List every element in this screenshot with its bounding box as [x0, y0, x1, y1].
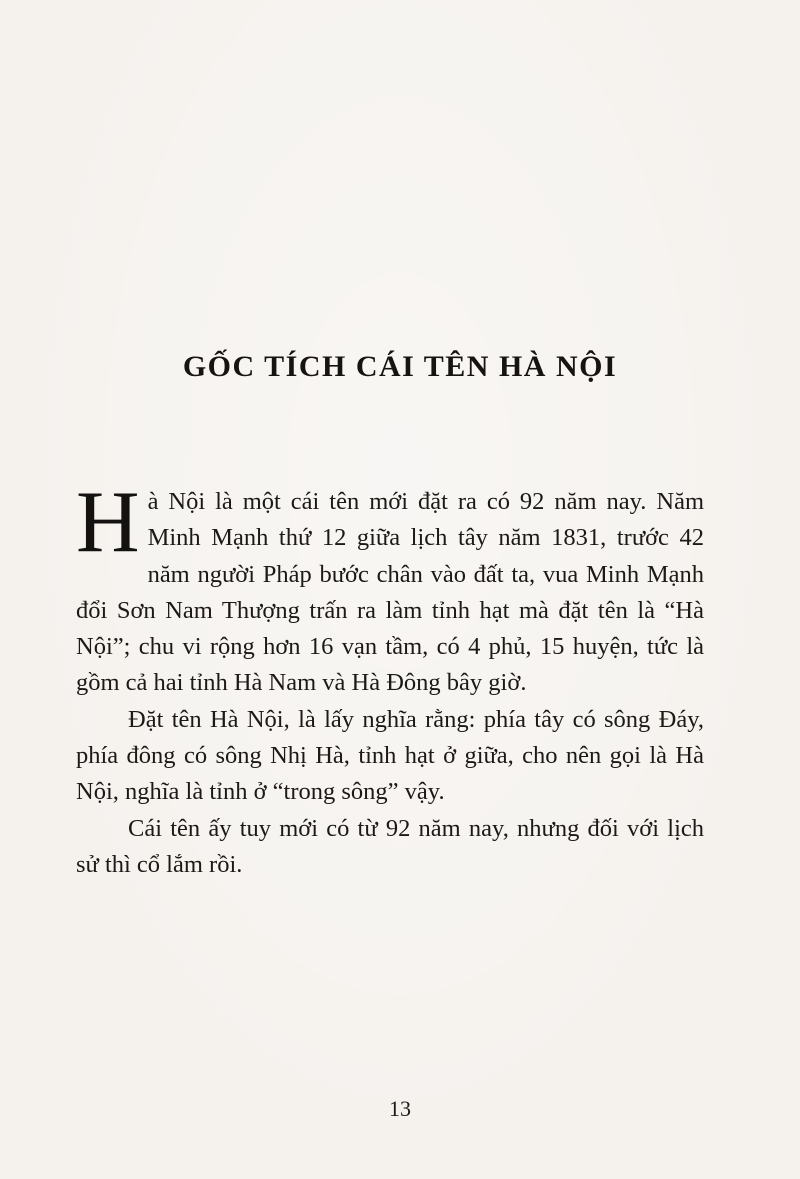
page-number: 13 [389, 1096, 411, 1121]
drop-cap: H [76, 474, 140, 571]
body-text [76, 474, 704, 883]
paragraph-1-text: à Nội là một cái tên mới đặt ra có 92 năm nay. Năm Minh Mạnh thứ 12 giữa lịch tây năm 1831, trước 42 năm người Pháp bước chân vào đất ta, vua Minh Mạnh đổi Sơn Nam Thượng trấn ra làm tỉnh hạt mà đặt tên là “Hà Nội”; chu vi rộng hơn 16 vạn tầm, có 4 phủ, 15 huyện, tức là gồm cả hai tỉnh Hà Nam và Hà Đông bây giờ. [76, 488, 704, 697]
paragraph-2: Đặt tên Hà Nội, là lấy nghĩa rằng: phía tây có sông Đáy, phía đông có sông Nhị Hà, tỉnh hạt ở giữa, cho nên gọi là Hà Nội, nghĩa là tỉnh ở “trong sông” vậy. [76, 705, 704, 806]
paragraph-3: Cái tên ấy tuy mới có từ 92 năm nay, nhưng đối với lịch sử thì cổ lắm rồi. [76, 814, 704, 878]
chapter-title: GỐC TÍCH CÁI TÊN HÀ NỘI [182, 350, 618, 384]
paragraph-1 [76, 474, 704, 702]
